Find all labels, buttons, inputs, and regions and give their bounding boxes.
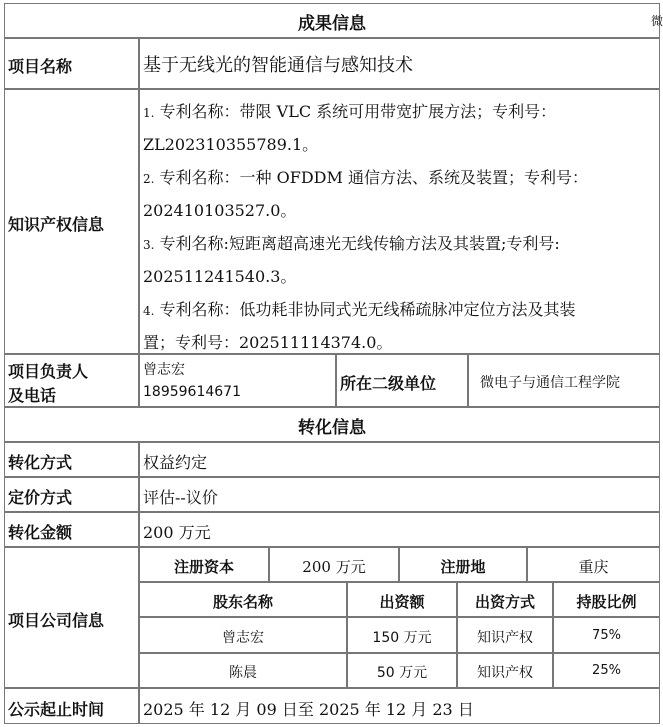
leader-phone: 18959614671 (143, 384, 241, 400)
unit-label: 所在二级单位 (340, 374, 437, 393)
pricing-label: 定价方式 (8, 488, 73, 507)
project-name-value: 基于无线光的智能通信与感知技术 (143, 55, 413, 76)
method-label: 转化方式 (8, 453, 73, 472)
reg-place-label: 注册地 (440, 558, 486, 576)
shareholder-name: 陈晨 (229, 665, 257, 681)
patent-id: 202511241540.3。 (143, 267, 297, 286)
company-label: 项目公司信息 (8, 611, 105, 630)
edge-glyph: 微 (651, 14, 663, 28)
leader-label-line1: 项目负责人 (8, 362, 89, 381)
method-value: 权益约定 (143, 453, 208, 472)
notice-value: 2025 年 12 月 09 日至 2025 年 12 月 23 日 (143, 700, 474, 719)
patent-text: 专利名称:短距离超高速光无线传输方法及其装置;专利号: (159, 234, 560, 253)
patent-id: 202410103527.0。 (143, 201, 297, 220)
amount-value: 200 万元 (143, 523, 211, 542)
reg-capital-value: 200 万元 (302, 558, 366, 576)
shareholder-name: 曾志宏 (222, 630, 264, 646)
amount-value-cell (139, 512, 660, 547)
patent-number: 4. (143, 304, 155, 318)
shareholder-method: 知识产权 (477, 665, 533, 681)
pricing-value: 评估--议价 (143, 488, 218, 507)
shareholder-method-header: 出资方式 (474, 593, 535, 611)
leader-label-line2: 及电话 (8, 386, 57, 405)
reg-place-value: 重庆 (578, 558, 609, 576)
patent-number: 1. (143, 106, 155, 120)
transfer-section-title: 转化信息 (298, 418, 366, 438)
ip-label: 知识产权信息 (8, 215, 105, 234)
patent-id: ZL202310355789.1。 (143, 135, 319, 154)
patent-number: 2. (143, 172, 155, 186)
shareholder-ratio-header: 持股比例 (576, 593, 637, 611)
notice-label: 公示起止时间 (8, 700, 105, 719)
patent-text: 专利名称：一种 OFDDM 通信方法、系统及装置；专利号： (159, 168, 588, 187)
amount-label: 转化金额 (8, 523, 73, 542)
unit-value: 微电子与通信工程学院 (480, 375, 620, 391)
shareholder-ratio: 25% (592, 663, 621, 678)
shareholder-ratio: 75% (592, 628, 621, 643)
shareholder-amount: 50 万元 (376, 665, 428, 681)
result-section-title: 成果信息 (298, 14, 366, 34)
patent-text: 专利名称：低功耗非协同式光无线稀疏脉冲定位方法及其装 (159, 300, 576, 319)
shareholder-method: 知识产权 (477, 630, 533, 646)
patent-text: 专利名称：带限 VLC 系统可用带宽扩展方法；专利号： (159, 102, 557, 121)
shareholder-name-header: 股东名称 (212, 593, 273, 611)
patent-number: 3. (143, 238, 155, 252)
shareholder-amount-header: 出资额 (379, 593, 425, 611)
leader-name: 曾志宏 (143, 362, 185, 378)
shareholder-amount: 150 万元 (372, 630, 432, 646)
project-name-label: 项目名称 (8, 57, 73, 76)
method-value-cell (139, 442, 660, 477)
patent-id: 置；专利号：202511114374.0。 (143, 333, 393, 352)
reg-capital-label: 注册资本 (173, 558, 234, 576)
